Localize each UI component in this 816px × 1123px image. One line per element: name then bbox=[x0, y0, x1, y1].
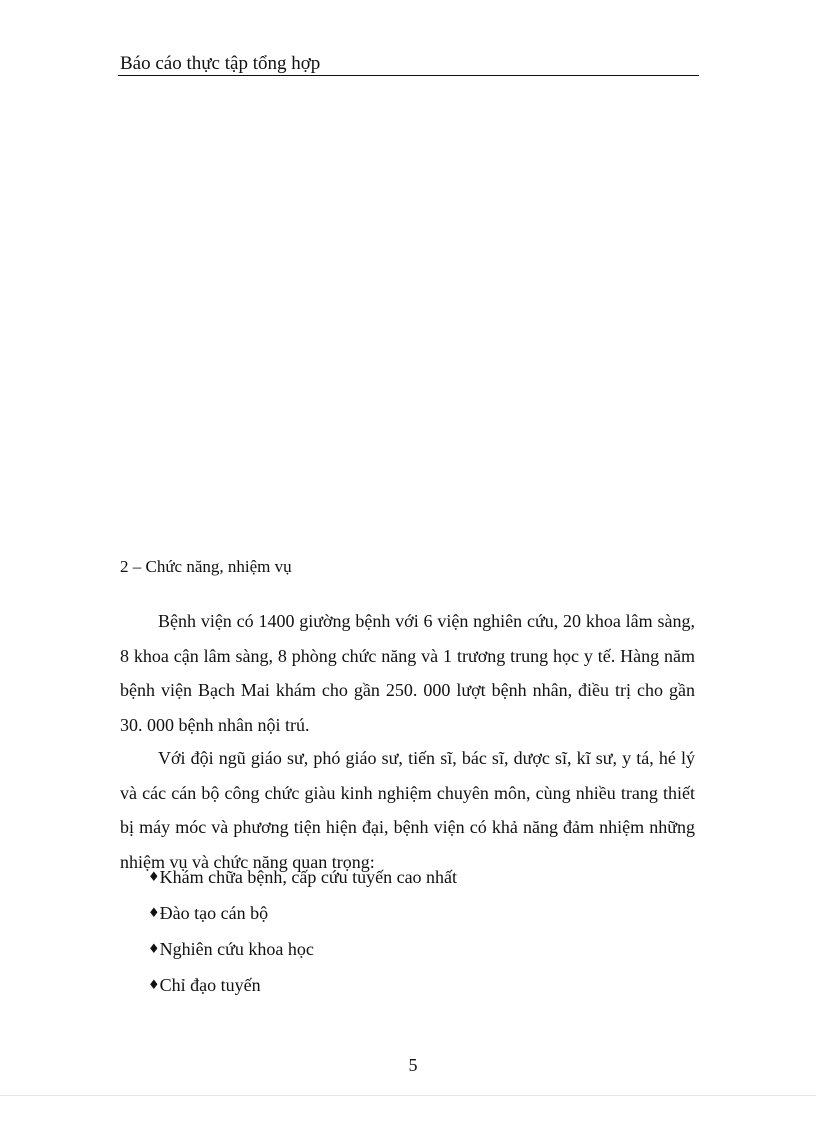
list-item bbox=[148, 866, 457, 889]
list-item-text: Khám chữa bệnh, cấp cứu tuyến cao nhất bbox=[159, 867, 458, 887]
list-item-text: Chỉ đạo tuyến bbox=[159, 975, 261, 995]
page-number: 5 bbox=[408, 1055, 418, 1075]
list-item bbox=[148, 902, 268, 925]
list-item-text: Nghiên cứu khoa học bbox=[159, 939, 314, 959]
header-title: Báo cáo thực tập tổng hợp bbox=[120, 53, 321, 74]
list-item bbox=[148, 938, 314, 961]
section-heading: 2 – Chức năng, nhiệm vụ bbox=[120, 557, 292, 576]
header-divider bbox=[118, 75, 699, 76]
page-bottom-edge bbox=[0, 1095, 816, 1096]
diamond-bullet-icon: ♦ bbox=[148, 942, 160, 957]
paragraph: Bệnh viện có 1400 giường bệnh với 6 viện nghiên cứu, 20 khoa lâm sàng, 8 khoa cận lâm sàng, 8 phòng chức năng và 1 trương trung học y tế. Hàng năm bệnh viện Bạch Mai khám cho gần 250. 000 lượt bệnh nhân, điều trị cho gần 30. 000 bệnh nhân nội trú. bbox=[120, 611, 695, 735]
paragraph: Với đội ngũ giáo sư, phó giáo sư, tiến sĩ, bác sĩ, dược sĩ, kĩ sư, y tá, hé lý và các cán bộ công chức giàu kinh nghiệm chuyên môn, cùng nhiều trang thiết bị máy móc và phương tiện hiện đại, bệnh viện có khả năng đảm nhiệm những nhiệm vụ và chức năng quan trọng: bbox=[120, 748, 695, 872]
diamond-bullet-icon: ♦ bbox=[148, 978, 160, 993]
list-item bbox=[148, 974, 261, 997]
diamond-bullet-icon: ♦ bbox=[148, 870, 160, 885]
list-item-text: Đào tạo cán bộ bbox=[159, 903, 269, 923]
diamond-bullet-icon: ♦ bbox=[148, 906, 160, 921]
